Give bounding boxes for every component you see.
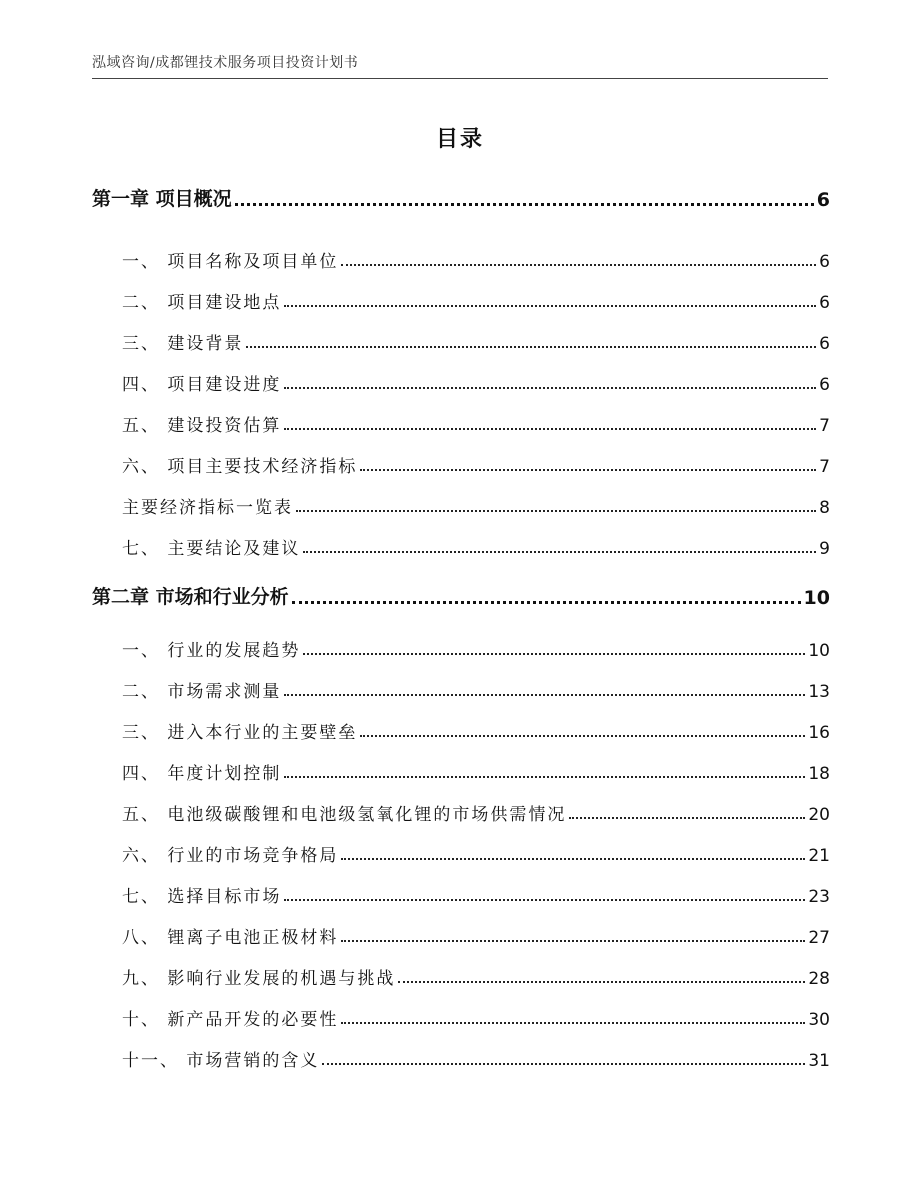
header-rule: [92, 78, 828, 79]
dot-leader: [284, 776, 805, 778]
toc-entry-page: 23: [808, 887, 830, 907]
toc-entry-label: 三、 进入本行业的主要壁垒: [122, 723, 358, 743]
toc-entry[interactable]: [92, 964, 830, 989]
toc-entry-label: 一、 行业的发展趋势: [122, 641, 301, 661]
toc-entry-page: 9: [819, 539, 830, 559]
dot-leader: [341, 940, 805, 942]
toc-entry-label: 七、 主要结论及建议: [122, 539, 301, 559]
toc-entry[interactable]: [92, 882, 830, 907]
toc-entry-label: 四、 年度计划控制: [122, 764, 282, 784]
toc-entry[interactable]: [92, 636, 830, 661]
dot-leader: [360, 469, 816, 471]
toc-entry[interactable]: [92, 718, 830, 743]
toc-entry[interactable]: [92, 1046, 830, 1071]
toc-entry-page: 10: [803, 587, 830, 609]
toc-entry-page: 6: [819, 293, 830, 313]
toc-entry-label: 八、 锂离子电池正极材料: [122, 928, 339, 948]
toc-entry[interactable]: [92, 534, 830, 559]
toc-entry-page: 10: [808, 641, 830, 661]
toc-title: 目录: [435, 127, 484, 152]
dot-leader: [284, 694, 805, 696]
dot-leader: [246, 346, 816, 348]
toc-entry-page: 27: [808, 928, 830, 948]
toc-entry-label: 五、 电池级碳酸锂和电池级氢氧化锂的市场供需情况: [122, 805, 567, 825]
toc-entry-page: 6: [816, 189, 830, 211]
toc-entry-page: 31: [808, 1051, 830, 1071]
toc-entry-label: 第二章 市场和行业分析: [92, 586, 289, 608]
toc-entry-page: 8: [819, 498, 830, 518]
toc-entry-page: 6: [819, 252, 830, 272]
toc-entry-page: 20: [808, 805, 830, 825]
dot-leader: [284, 387, 816, 389]
dot-leader: [284, 428, 816, 430]
toc-entry-label: 九、 影响行业发展的机遇与挑战: [122, 969, 396, 989]
dot-leader: [292, 601, 801, 604]
toc-entry-page: 16: [808, 723, 830, 743]
dot-leader: [341, 858, 805, 860]
running-header: 泓域咨询/成都锂技术服务项目投资计划书: [92, 55, 359, 71]
toc-entry[interactable]: [92, 493, 830, 518]
toc-entry-page: 6: [819, 375, 830, 395]
dot-leader: [398, 981, 805, 983]
toc-entry-label: 六、 项目主要技术经济指标: [122, 457, 358, 477]
toc-entry[interactable]: [92, 288, 830, 313]
dot-leader: [341, 1022, 805, 1024]
toc-entry-page: 30: [808, 1010, 830, 1030]
toc-entry-page: 7: [819, 457, 830, 477]
toc-entry-label: 七、 选择目标市场: [122, 887, 282, 907]
toc-entry[interactable]: [92, 247, 830, 272]
toc-entry-label: 六、 行业的市场竞争格局: [122, 846, 339, 866]
toc-entry-chapter-2[interactable]: [92, 582, 830, 609]
dot-leader: [284, 899, 805, 901]
toc-entry[interactable]: [92, 759, 830, 784]
toc-entry[interactable]: [92, 370, 830, 395]
dot-leader: [341, 264, 816, 266]
dot-leader: [569, 817, 805, 819]
toc-entry-label: 一、 项目名称及项目单位: [122, 252, 339, 272]
toc-entry-label: 第一章 项目概况: [92, 188, 232, 210]
toc-entry-page: 21: [808, 846, 830, 866]
dot-leader: [303, 551, 816, 553]
toc-entry-page: 6: [819, 334, 830, 354]
dot-leader: [284, 305, 816, 307]
toc-entry-label: 三、 建设背景: [122, 334, 244, 354]
toc-entry-label: 二、 市场需求测量: [122, 682, 282, 702]
toc-entry[interactable]: [92, 841, 830, 866]
toc-entry-label: 二、 项目建设地点: [122, 293, 282, 313]
toc-entry-page: 7: [819, 416, 830, 436]
toc-entry-page: 28: [808, 969, 830, 989]
dot-leader: [296, 510, 816, 512]
toc-entry-label: 主要经济指标一览表: [122, 498, 293, 518]
toc-entry-label: 五、 建设投资估算: [122, 416, 282, 436]
toc-entry[interactable]: [92, 329, 830, 354]
toc-entry[interactable]: [92, 452, 830, 477]
dot-leader: [322, 1063, 805, 1065]
dot-leader: [303, 653, 805, 655]
toc-entry[interactable]: [92, 677, 830, 702]
toc-entry[interactable]: [92, 923, 830, 948]
toc-entry[interactable]: [92, 800, 830, 825]
dot-leader: [360, 735, 805, 737]
toc-entry-label: 四、 项目建设进度: [122, 375, 282, 395]
toc-entry-label: 十、 新产品开发的必要性: [122, 1010, 339, 1030]
toc-entry-label: 十一、 市场营销的含义: [122, 1051, 320, 1071]
toc-entry-page: 13: [808, 682, 830, 702]
dot-leader: [235, 203, 814, 206]
toc-entry-page: 18: [808, 764, 830, 784]
toc-entry-chapter-1[interactable]: [92, 184, 830, 211]
toc-entry[interactable]: [92, 411, 830, 436]
toc-entry[interactable]: [92, 1005, 830, 1030]
